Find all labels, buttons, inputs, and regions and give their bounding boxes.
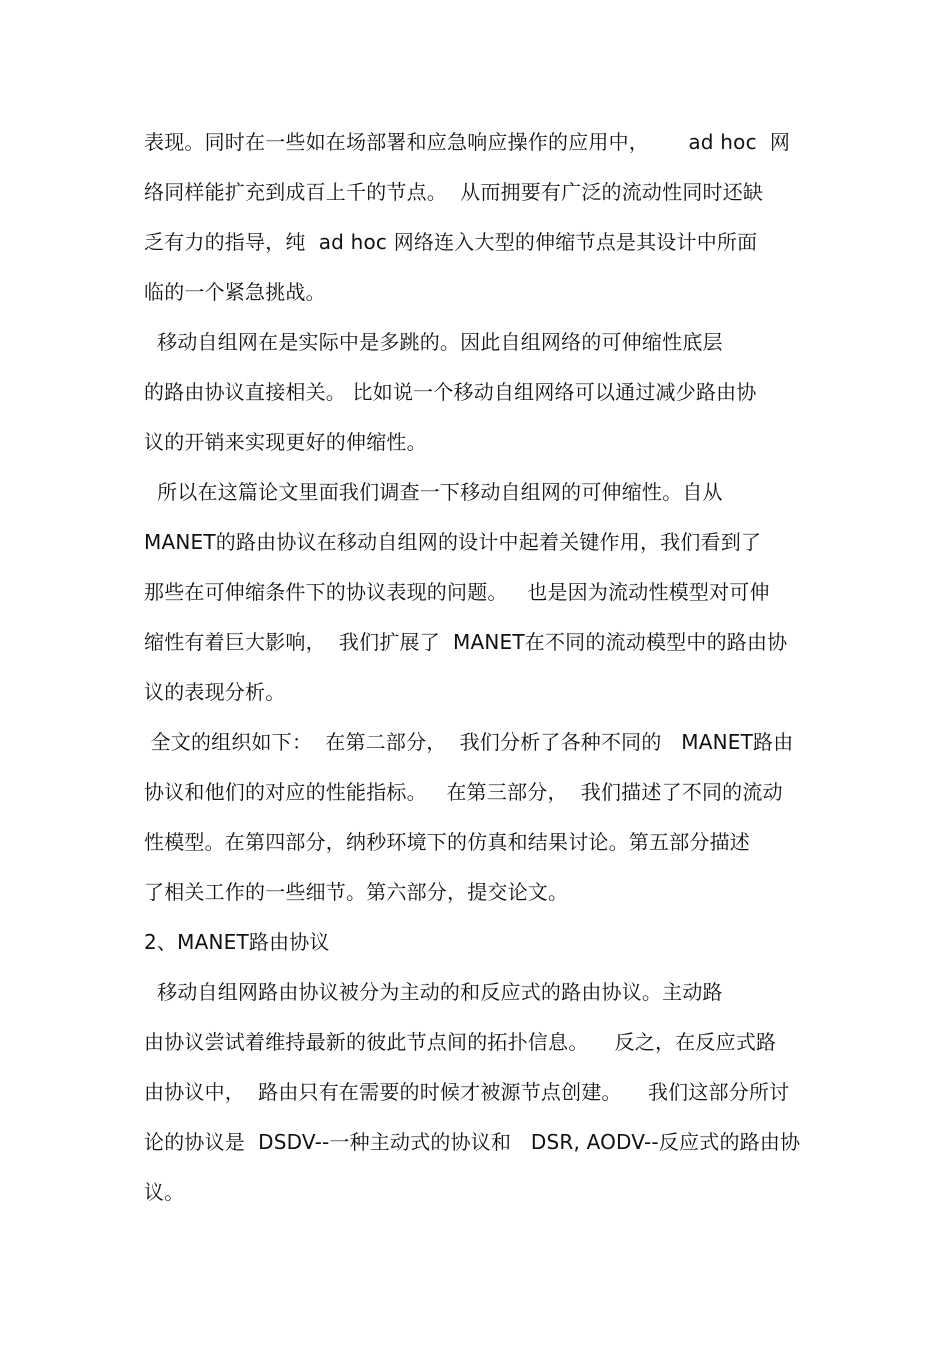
text-line: 议的表现分析。 (144, 680, 286, 704)
text-line: 了相关工作的一些细节。第六部分，提交论文。 (144, 880, 569, 904)
text-line: 论的协议是 DSDV--一种主动式的协议和 DSR, AODV--反应式的路由协 (144, 1130, 801, 1154)
text-line: 缩性有着巨大影响， 我们扩展了 MANET在不同的流动模型中的路由协 (144, 630, 788, 654)
text-line: 的路由协议直接相关。 比如说一个移动自组网络可以通过减少路由协 (144, 380, 757, 404)
text-line: 那些在可伸缩条件下的协议表现的问题。 也是因为流动性模型对可伸 (144, 580, 770, 604)
text-line: 协议和他们的对应的性能指标。 在第三部分， 我们描述了不同的流动 (144, 780, 783, 804)
text-line: 络同样能扩充到成百上千的节点。 从而拥要有广泛的流动性同时还缺 (144, 180, 764, 204)
text-line: 临的一个紧急挑战。 (144, 280, 326, 304)
text-line: 所以在这篇论文里面我们调查一下移动自组网的可伸缩性。自从 (144, 480, 723, 504)
text-line: MANET的路由协议在移动自组网的设计中起着关键作用，我们看到了 (144, 530, 762, 554)
text-line: 表现。同时在一些如在场部署和应急响应操作的应用中， ad hoc 网 (144, 130, 791, 154)
text-line: 全文的组织如下： 在第二部分， 我们分析了各种不同的 MANET路由 (144, 730, 794, 754)
text-line: 乏有力的指导，纯 ad hoc 网络连入大型的伸缩节点是其设计中所面 (144, 230, 758, 254)
text-line: 性模型。在第四部分，纳秒环境下的仿真和结果讨论。第五部分描述 (144, 830, 750, 854)
text-line: 移动自组网在是实际中是多跳的。因此自组网络的可伸缩性底层 (144, 330, 723, 354)
text-line: 议。 (144, 1180, 185, 1204)
text-line: 由协议尝试着维持最新的彼此节点间的拓扑信息。 反之，在反应式路 (144, 1030, 777, 1054)
section-heading: 2、MANET路由协议 (144, 930, 330, 954)
text-line: 议的开销来实现更好的伸缩性。 (144, 430, 427, 454)
text-line: 由协议中， 路由只有在需要的时候才被源节点创建。 我们这部分所讨 (144, 1080, 790, 1104)
text-line: 移动自组网路由协议被分为主动的和反应式的路由协议。主动路 (144, 980, 723, 1004)
